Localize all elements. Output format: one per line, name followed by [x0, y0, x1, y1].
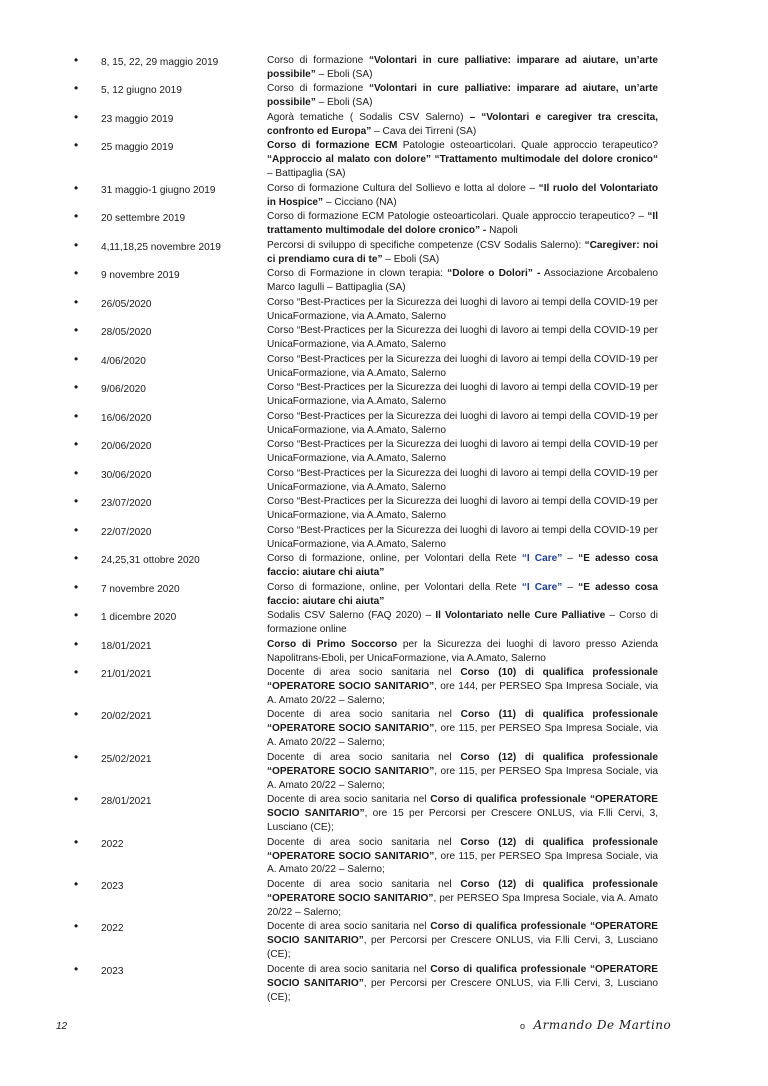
list-item: [74, 324, 658, 352]
bullet-icon: •: [74, 877, 79, 892]
description-segment: Corso di qualifica professionale “OPERATORE SOCIO SANITARIO”: [267, 963, 658, 989]
entry-date: 28/05/2020: [101, 327, 152, 339]
list-item: [74, 54, 658, 82]
entry-description: [267, 210, 658, 238]
entry-date: 21/01/2021: [101, 669, 152, 681]
entry-date: 25 maggio 2019: [101, 142, 174, 154]
entry-date: 20 settembre 2019: [101, 213, 186, 225]
description-segment: Corso (12) di qualifica professionale “OPERATORE SOCIO SANITARIO”: [267, 879, 658, 904]
entry-date: 9 novembre 2019: [101, 270, 180, 282]
entry-description: [267, 708, 658, 750]
bullet-icon: •: [74, 209, 79, 224]
description-segment: Associazione Arcobaleno Marco Iagulli – Battipaglia (SA): [267, 268, 658, 294]
bullet-icon: •: [74, 608, 79, 623]
description-segment: , ore 15 per Percorsi per Crescere ONLUS, via F.lli Cervi, 3, Lusciano (CE);: [267, 808, 658, 834]
description-segment: Docente di area socio sanitaria nel: [267, 921, 431, 933]
list-item: [74, 296, 658, 324]
entry-description: [267, 581, 658, 609]
description-segment: , per PERSEO Spa Impresa Sociale, via A. Amato 20/22 – Salerno;: [267, 892, 658, 918]
description-segment: “Il trattamento multimodale del dolore cronico” -: [267, 211, 658, 237]
description-segment: “Volontari in cure palliative: imparare ad aiutare, un’arte possibile”: [267, 55, 658, 80]
list-item: [74, 82, 658, 110]
description-segment: , per Percorsi per Crescere ONLUS, via F.lli Cervi, 3, Lusciano (CE);: [267, 935, 658, 961]
list-item: [74, 920, 658, 962]
list-item: [74, 708, 658, 750]
bullet-icon: •: [74, 81, 79, 96]
entry-description: [267, 467, 658, 495]
description-segment: Sodalis CSV Salerno (FAQ 2020) –: [267, 610, 436, 622]
list-item: [74, 581, 658, 609]
description-segment: Corso “Best-Practices per la Sicurezza dei luoghi di lavoro ai tempi della COVID-19 per UnicaFormazione, via A.Amato, Salerno: [267, 524, 658, 550]
bullet-icon: •: [74, 53, 79, 67]
description-segment: , ore 115, per PERSEO Spa Impresa Sociale, via A. Amato 20/22 – Salerno;: [267, 723, 658, 749]
entry-description: [267, 182, 658, 210]
description-segment: , ore 115, per PERSEO Spa Impresa Sociale, via A. Amato 20/22 – Salerno;: [267, 850, 658, 876]
list-item: [74, 495, 658, 523]
entry-date: 30/06/2020: [101, 469, 152, 481]
description-segment: Corso di formazione: [267, 55, 369, 66]
entry-description: [267, 836, 658, 878]
entry-date: 9/06/2020: [101, 384, 146, 396]
entry-date: 25/02/2021: [101, 753, 152, 765]
description-segment: Corso (12) di qualifica professionale “OPERATORE SOCIO SANITARIO”: [267, 836, 658, 862]
description-segment: “Volontari in cure palliative: imparare ad aiutare, un’arte possibile”: [267, 83, 658, 109]
list-item: [74, 210, 658, 238]
entry-description: [267, 609, 658, 637]
entry-description: [267, 54, 658, 82]
entry-description: [267, 410, 658, 438]
footer-signature: [520, 1018, 671, 1032]
description-segment: , per Percorsi per Crescere ONLUS, via F.lli Cervi, 3, Lusciano (CE);: [267, 977, 658, 1003]
description-segment: Corso di Formazione in clown terapia:: [267, 268, 448, 280]
list-item: [74, 467, 658, 495]
list-item: [74, 638, 658, 666]
entry-date: 5, 12 giugno 2019: [101, 85, 182, 97]
entry-date: 4,11,18,25 novembre 2019: [101, 241, 221, 253]
page-number: 12: [56, 1021, 68, 1032]
description-segment: Docente di area socio sanitaria nel: [267, 709, 461, 721]
entry-date: 23 maggio 2019: [101, 113, 174, 125]
bullet-icon: •: [74, 792, 79, 807]
bullet-icon: •: [74, 180, 79, 195]
bullet-icon: •: [74, 109, 79, 124]
description-segment: Corso di qualifica professionale “OPERATORE SOCIO SANITARIO”: [267, 794, 658, 820]
bullet-icon: •: [74, 579, 79, 594]
description-segment: Docente di area socio sanitaria nel: [267, 667, 461, 679]
description-segment: “I Care”: [521, 553, 563, 565]
entry-date: 2023: [101, 965, 124, 977]
description-segment: Corso “Best-Practices per la Sicurezza dei luoghi di lavoro ai tempi della COVID-19 per UnicaFormazione, via A.Amato, Salerno: [267, 353, 658, 379]
list-item: [74, 410, 658, 438]
bullet-icon: •: [74, 237, 79, 252]
description-segment: Corso (12) di qualifica professionale “OPERATORE SOCIO SANITARIO”: [267, 751, 658, 777]
description-segment: Il Volontariato nelle Cure Palliative: [435, 610, 606, 622]
entry-description: [267, 438, 658, 466]
entry-description: [267, 353, 658, 381]
bullet-icon: •: [74, 749, 79, 764]
description-segment: -: [536, 268, 541, 280]
bullet-icon: •: [74, 266, 79, 281]
description-segment: “Caregiver: noi ci prendiamo cura di te”: [267, 239, 658, 265]
list-item: [74, 793, 658, 835]
entry-description: [267, 638, 658, 666]
bullet-icon: •: [74, 665, 79, 680]
list-item: [74, 552, 658, 580]
entry-date: 2022: [101, 838, 124, 850]
entry-date: 22/07/2020: [101, 526, 152, 538]
description-segment: – “Volontari e caregiver tra crescita, confronto ed Europa”: [267, 111, 658, 137]
bullet-icon: •: [74, 294, 79, 309]
bullet-icon: •: [74, 465, 79, 480]
description-segment: – Eboli (SA): [315, 68, 373, 80]
entry-date: 28/01/2021: [101, 796, 152, 808]
activity-list: [74, 54, 658, 1005]
bullet-icon: •: [74, 494, 79, 509]
description-segment: “I Care”: [521, 581, 563, 593]
entry-description: [267, 920, 658, 962]
entry-description: [267, 552, 658, 580]
entry-description: [267, 666, 658, 708]
bullet-icon: •: [74, 437, 79, 452]
entry-description: [267, 139, 658, 181]
description-segment: Corso (11) di qualifica professionale “OPERATORE SOCIO SANITARIO”: [267, 709, 658, 735]
bullet-icon: •: [74, 707, 79, 722]
entry-description: [267, 82, 658, 110]
description-segment: “Approccio al malato con dolore” “Trattamento multimodale del dolore cronico“: [267, 154, 658, 166]
entry-description: [267, 751, 658, 793]
list-item: [74, 878, 658, 920]
entry-date: 18/01/2021: [101, 640, 152, 652]
description-segment: Corso di formazione, online, per Volontari della Rete: [267, 581, 522, 593]
description-segment: –: [562, 581, 579, 593]
list-item: [74, 751, 658, 793]
description-segment: “Dolore o Dolori”: [447, 268, 533, 280]
description-segment: Corso di formazione ECM Patologie osteoarticolari. Quale approccio terapeutico? –: [267, 211, 648, 223]
bullet-icon: •: [74, 551, 79, 566]
list-item: [74, 381, 658, 409]
description-segment: per la Sicurezza dei luoghi di lavoro presso Azienda Napolitrans-Eboli, per UnicaFormazione, via A.Amato, Salerno: [267, 638, 658, 664]
entry-date: 2022: [101, 923, 124, 935]
list-item: [74, 836, 658, 878]
description-segment: Docente di area socio sanitaria nel: [267, 879, 461, 891]
entry-description: [267, 267, 658, 295]
entry-date: 4/06/2020: [101, 355, 146, 367]
description-segment: Corso “Best-Practices per la Sicurezza dei luoghi di lavoro ai tempi della COVID-19 per UnicaFormazione, via A.Amato, Salerno: [267, 296, 658, 322]
bullet-icon: •: [74, 961, 79, 976]
footer-marker: o: [520, 1021, 526, 1031]
list-item: [74, 524, 658, 552]
entry-description: [267, 495, 658, 523]
description-segment: – Cava dei Tirreni (SA): [371, 125, 477, 137]
entry-date: 26/05/2020: [101, 298, 152, 310]
description-segment: Corso di qualifica professionale “OPERATORE SOCIO SANITARIO”: [267, 921, 658, 947]
entry-description: [267, 296, 658, 324]
bullet-icon: •: [74, 522, 79, 537]
bullet-icon: •: [74, 408, 79, 423]
description-segment: Percorsi di sviluppo di specifiche competenze (CSV Sodalis Salerno):: [267, 239, 585, 251]
description-segment: – Eboli (SA): [382, 253, 440, 265]
entry-description: [267, 239, 658, 267]
description-segment: , ore 144, per PERSEO Spa Impresa Sociale, via A. Amato 20/22 – Salerno;: [267, 680, 658, 706]
entry-date: 8, 15, 22, 29 maggio 2019: [101, 57, 219, 68]
description-segment: Docente di area socio sanitaria nel: [267, 751, 461, 763]
description-segment: Corso (10) di qualifica professionale “OPERATORE SOCIO SANITARIO”: [267, 667, 658, 692]
list-item: [74, 963, 658, 1005]
description-segment: Corso di formazione Cultura del Sollievo e lotta al dolore –: [267, 182, 539, 194]
entry-description: [267, 381, 658, 409]
entry-description: [267, 111, 658, 139]
description-segment: “E adesso cosa faccio: aiutare chi aiuta”: [267, 581, 658, 607]
list-item: [74, 438, 658, 466]
description-segment: – Battipaglia (SA): [267, 168, 346, 180]
description-segment: Corso “Best-Practices per la Sicurezza dei luoghi di lavoro ai tempi della COVID-19 per UnicaFormazione, via A.Amato, Salerno: [267, 439, 658, 465]
description-segment: – Corso di formazione online: [267, 610, 658, 636]
description-segment: Docente di area socio sanitaria nel: [267, 794, 431, 806]
description-segment: Corso di formazione ECM: [267, 140, 398, 152]
description-segment: – Cicciano (NA): [323, 196, 397, 208]
list-item: [74, 666, 658, 708]
entry-date: 20/06/2020: [101, 441, 152, 453]
description-segment: Docente di area socio sanitaria nel: [267, 836, 461, 848]
bullet-icon: •: [74, 919, 79, 934]
list-item: [74, 239, 658, 267]
description-segment: Corso di formazione: [267, 83, 369, 95]
bullet-icon: •: [74, 323, 79, 338]
entry-date: 1 dicembre 2020: [101, 612, 177, 624]
bullet-icon: •: [74, 138, 79, 153]
description-segment: Napoli: [486, 225, 518, 237]
description-segment: Patologie osteoarticolari. Quale approccio terapeutico?: [397, 140, 658, 152]
bullet-icon: •: [74, 380, 79, 395]
entry-date: 20/02/2021: [101, 711, 152, 723]
list-item: [74, 353, 658, 381]
signature-text: Armando De Martino: [533, 1018, 672, 1032]
list-item: [74, 182, 658, 210]
bullet-icon: •: [74, 351, 79, 366]
description-segment: Corso “Best-Practices per la Sicurezza dei luoghi di lavoro ai tempi della COVID-19 per UnicaFormazione, via A.Amato, Salerno: [267, 496, 658, 522]
description-segment: –: [562, 553, 579, 565]
description-segment: Corso di formazione, online, per Volontari della Rete: [267, 553, 522, 565]
entry-date: 16/06/2020: [101, 412, 152, 424]
description-segment: – Eboli (SA): [315, 97, 373, 109]
entry-description: [267, 324, 658, 352]
list-item: [74, 267, 658, 295]
entry-description: [267, 793, 658, 835]
description-segment: , ore 115, per PERSEO Spa Impresa Sociale, via A. Amato 20/22 – Salerno;: [267, 765, 658, 791]
description-segment: Docente di area socio sanitaria nel: [267, 963, 431, 975]
description-segment: “E adesso cosa faccio: aiutare chi aiuta”: [267, 553, 658, 579]
description-segment: Agorà tematiche ( Sodalis CSV Salerno): [267, 111, 470, 123]
description-segment: Corso di Primo Soccorso: [267, 638, 398, 650]
entry-date: 24,25,31 ottobre 2020: [101, 555, 200, 567]
description-segment: Corso “Best-Practices per la Sicurezza dei luoghi di lavoro ai tempi della COVID-19 per UnicaFormazione, via A.Amato, Salerno: [267, 325, 658, 351]
list-item: [74, 609, 658, 637]
entry-description: [267, 878, 658, 920]
entry-description: [267, 524, 658, 552]
bullet-icon: •: [74, 636, 79, 651]
list-item: [74, 139, 658, 181]
entry-date: 2023: [101, 881, 124, 893]
entry-date: 31 maggio-1 giugno 2019: [101, 184, 216, 196]
entry-description: [267, 963, 658, 1005]
entry-date: 23/07/2020: [101, 498, 152, 510]
description-segment: Corso “Best-Practices per la Sicurezza dei luoghi di lavoro ai tempi della COVID-19 per UnicaFormazione, via A.Amato, Salerno: [267, 410, 658, 436]
description-segment: Corso “Best-Practices per la Sicurezza dei luoghi di lavoro ai tempi della COVID-19 per UnicaFormazione, via A.Amato, Salerno: [267, 467, 658, 493]
entry-date: 7 novembre 2020: [101, 583, 180, 595]
description-segment: “Il ruolo del Volontariato in Hospice”: [267, 182, 659, 208]
bullet-icon: •: [74, 834, 79, 849]
list-item: [74, 111, 658, 139]
description-segment: Corso “Best-Practices per la Sicurezza dei luoghi di lavoro ai tempi della COVID-19 per UnicaFormazione, via A.Amato, Salerno: [267, 382, 658, 408]
